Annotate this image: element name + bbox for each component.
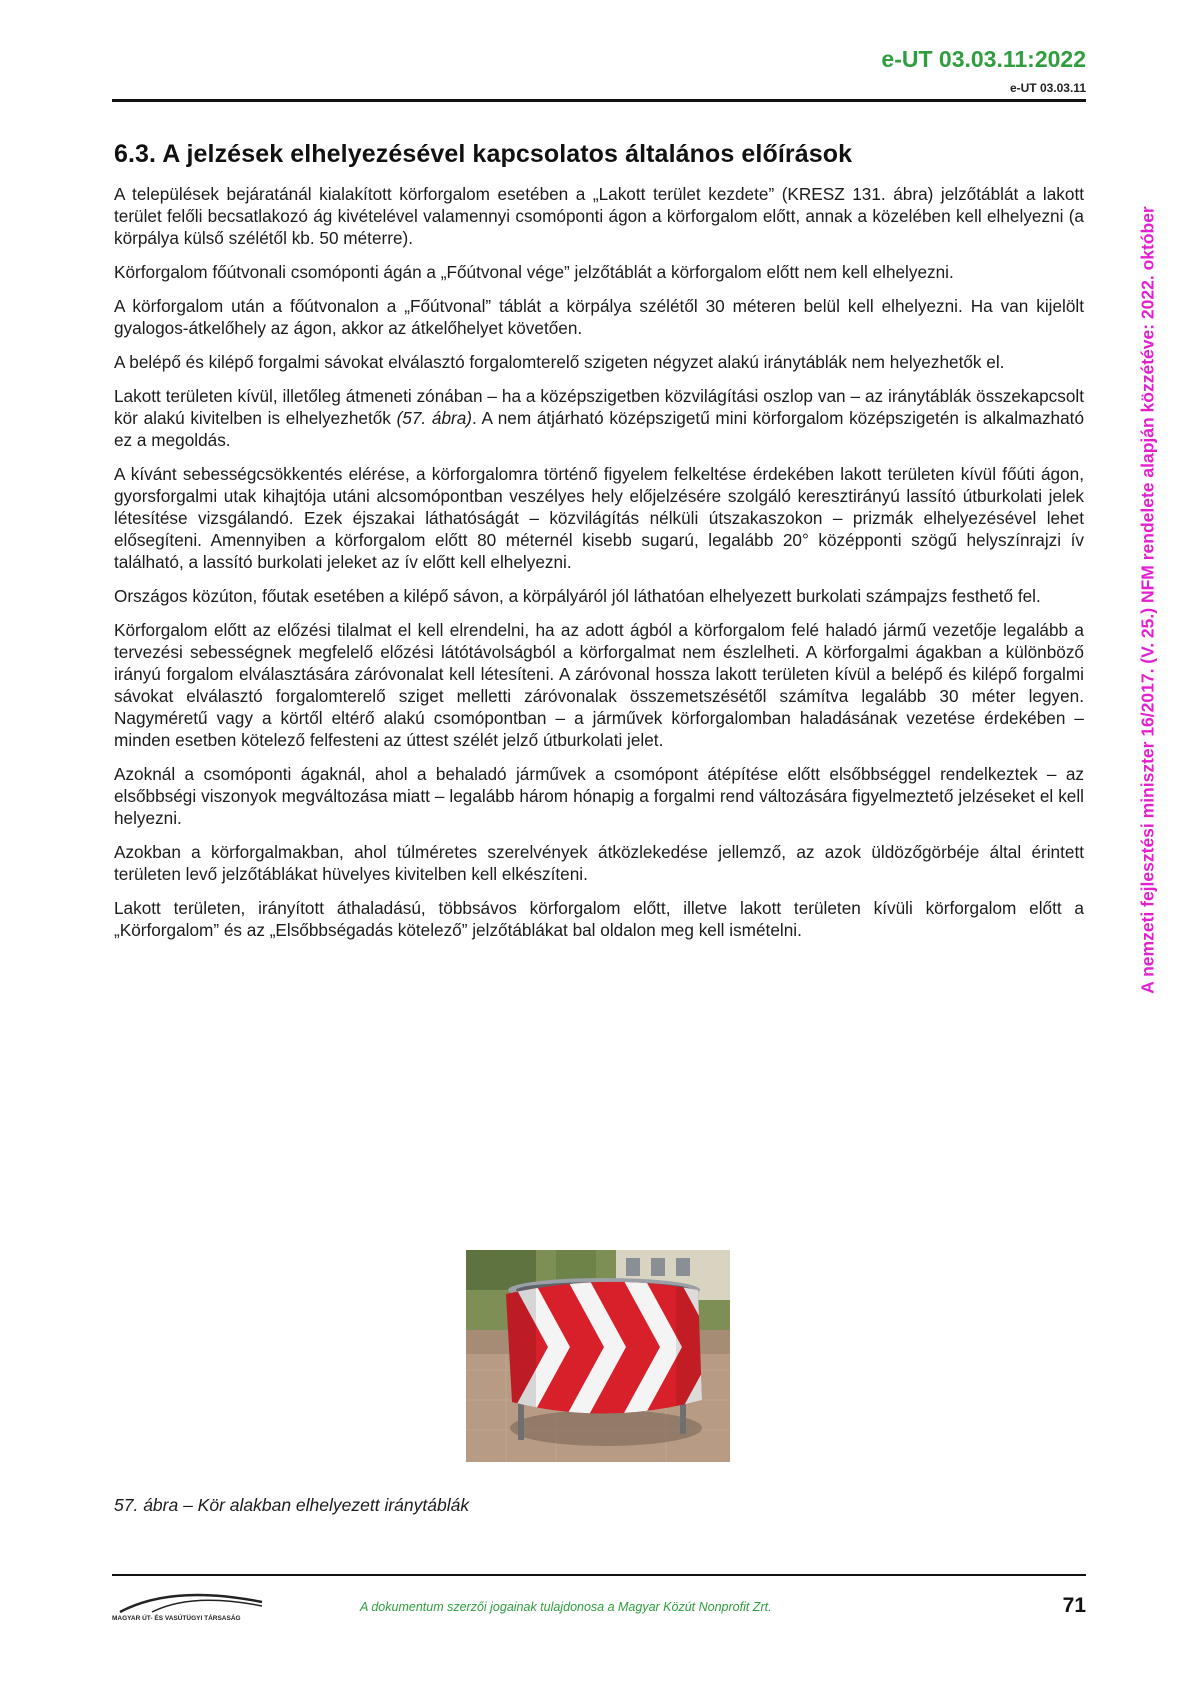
paragraph: Azoknál a csomóponti ágaknál, ahol a behaladó járművek a csomópont átépítése előtt elsőbbséggel rendelkeztek – az elsőbbségi viszonyok megváltozása miatt – legalább három hónapig a forgalmi rend változására figyelmeztető jelzéseket el kell helyezni. <box>114 764 1084 828</box>
section-title: 6.3. A jelzések elhelyezésével kapcsolatos általános előírások <box>114 140 853 168</box>
paragraph: Lakott területen, irányított áthaladású, többsávos körforgalom előtt, illetve lakott területen kívüli körforgalom előtt a „Körforgalom” és az „Elsőbbségadás kötelező” jelzőtáblákat bal oldalon meg kell ismételni. <box>114 898 1084 940</box>
paragraph: Országos közúton, főutak esetében a kilépő sávon, a körpályáról jól láthatóan elhelyezett burkolati számpajzs festhető fel. <box>114 586 1041 606</box>
paragraph: Körforgalom főútvonali csomóponti ágán a „Főútvonal vége” jelzőtáblát a körforgalom előtt nem kell elhelyezni. <box>114 262 954 282</box>
header-divider <box>112 99 1086 102</box>
paragraph: A belépő és kilépő forgalmi sávokat elválasztó forgalomterelő szigeten négyzet alakú iránytáblák nem helyezhetők el. <box>114 352 1005 372</box>
society-logo <box>112 1586 272 1626</box>
main-content <box>114 140 1084 953</box>
copyright-note: A dokumentum szerzői jogainak tulajdonosa a Magyar Közút Nonprofit Zrt. <box>360 1600 772 1614</box>
figure-photo-chevron-signs <box>466 1250 730 1462</box>
document-code-small: e-UT 03.03.11 <box>1009 81 1086 95</box>
paragraph-lighting <box>114 385 1084 451</box>
page-number: 71 <box>1062 1594 1086 1617</box>
paragraph: A körforgalom után a főútvonalon a „Főútvonal” táblát a körpálya szélétől 30 méteren belül kell elhelyezni. Ha van kijelölt gyalogos-átkelőhely az ágon, akkor az átkelőhelyet követően. <box>114 296 1084 338</box>
document-code: e-UT 03.03.11:2022 <box>881 46 1086 72</box>
paragraph: Azokban a körforgalmakban, ahol túlméretes szerelvények átközlekedése jellemző, az azok üldözőgörbéje által érintett területen levő jelzőtáblákat hüvelyes kivitelben kell elkészíteni. <box>114 842 1084 884</box>
paragraph-text: . A nem átjárható középszigetű mini körforgalom középszigetén is alkalmazható ez a megoldás. <box>114 408 1085 450</box>
paragraph: A települések bejáratánál kialakított körforgalom esetében a „Lakott terület kezdete” (KRESZ 131. ábra) jelzőtáblát a lakott terület felőli becsatlakozó ág kivételével valamennyi csomóponti ágon a körforgalom előtt, annak a közelében kell elhelyezni (a körpálya külső szélétől kb. 50 méterre). <box>114 184 1084 248</box>
figure-caption: 57. ábra – Kör alakban elhelyezett iránytáblák <box>114 1495 470 1515</box>
side-publication-note-text: A nemzeti fejlesztési miniszter 16/2017. (V. 25.) NFM rendelete alapján közzétéve: 2022. október <box>1137 206 1158 994</box>
logo-text: MAGYAR ÚT- ÉS VASÚTÜGYI TÁRSASÁG <box>112 1615 241 1622</box>
paragraph: A kívánt sebességcsökkentés elérése, a körforgalomra történő figyelem felkeltése érdekében lakott területen kívül főúti ágon, gyorsforgalmi utak kihajtója utáni alcsomópontban veszélyes hely előjelzésére szolgáló keresztirányú lassító útburkolati jelek létesítése vizsgálandó. Ezek éjszakai láthatóságát – közvilágítás nélküli útszakaszokon – prizmák elhelyezésével lehet elősegíteni. Amennyiben a körforgalom előtt 80 méternél kisebb sugarú, legalább 20° középponti szögű helyszínrajzi ív található, a lassító burkolati jeleket az ív előtt kell elhelyezni. <box>114 464 1084 572</box>
footer-divider <box>112 1574 1086 1576</box>
paragraph-text: Lakott területen kívül, illetőleg átmeneti zónában – ha a középszigetben közvilágítási oszlop van – az iránytáblák összekapcsolt kör alakú kivitelben is elhelyezhetők <box>114 386 1084 428</box>
paragraph: Körforgalom előtt az előzési tilalmat el kell elrendelni, ha az adott ágból a körforgalom felé haladó jármű vezetője legalább a tervezési sebességnek megfelelő előzési látótávolságból a körforgalmat nem észlelheti. A körforgalmi ágakban a különböző irányú forgalom elválasztására záróvonalat kell létesíteni. A záróvonal hossza lakott területen kívül a belépő és kilépő forgalmi sávokat elválasztó forgalomterelő sziget melletti záróvonalak összemetszésétől számítva legalább 30 méter legyen. Nagyméretű vagy a körtől eltérő alakú csomópontban – a járművek körforgalomban haladásának vezetése érdekében – minden esetben kötelező felfesteni az úttest szélét jelző útburkolati jelet. <box>114 620 1084 750</box>
figure-reference-link[interactable]: (57. ábra) <box>396 408 473 428</box>
